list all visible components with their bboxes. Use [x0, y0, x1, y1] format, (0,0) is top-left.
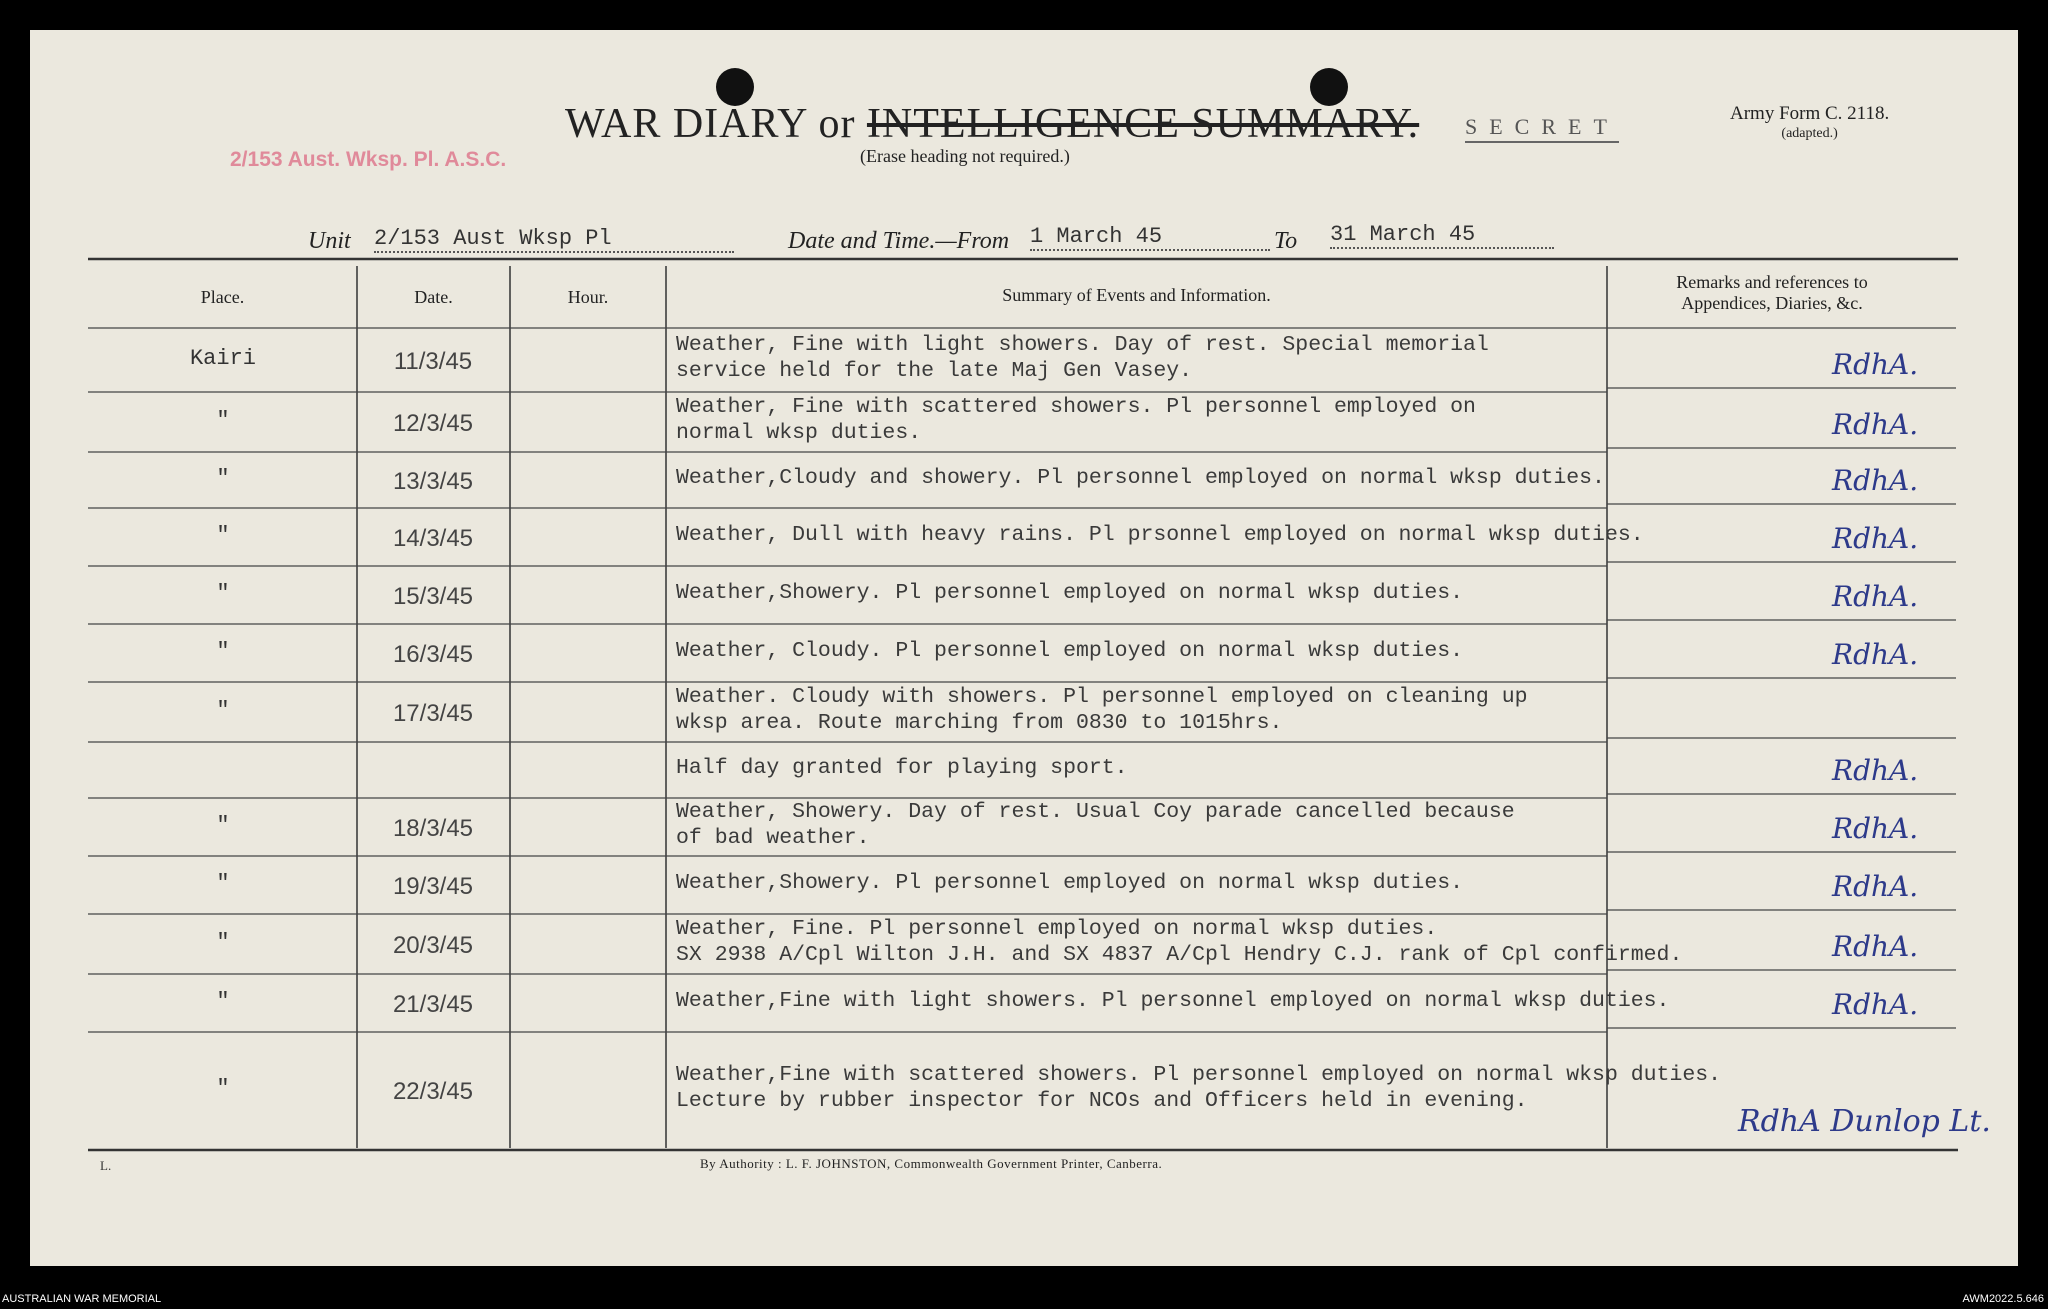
- row-place: ": [216, 408, 230, 433]
- row-date: 13/3/45: [392, 468, 474, 495]
- summary-line: service held for the late Maj Gen Vasey.: [676, 359, 1193, 383]
- date-to-value: 31 March 45: [1330, 222, 1554, 249]
- summary-line: Weather, Fine with light showers. Day of rest. Special memorial: [676, 333, 1489, 357]
- initials-signature: RdhA.: [1832, 930, 1919, 963]
- row-date: 11/3/45: [393, 348, 473, 375]
- row-date: 12/3/45: [392, 410, 474, 437]
- row-place: ": [216, 930, 230, 955]
- unit-label: Unit: [308, 228, 351, 254]
- title-main: WAR DIARY or: [565, 101, 867, 147]
- initials-signature: RdhA.: [1832, 754, 1919, 787]
- initials-signature: RdhA.: [1832, 522, 1919, 555]
- row-summary: [676, 638, 1463, 664]
- summary-line: Weather,Fine with scattered showers. Pl personnel employed on normal wksp duties.: [676, 1063, 1722, 1087]
- row-date: 22/3/45: [392, 1078, 474, 1105]
- row-date: 16/3/45: [392, 641, 474, 668]
- row-summary: [676, 332, 1489, 384]
- column-header-hour: Hour.: [567, 287, 609, 307]
- remarks-header-line1: Remarks and references to: [1676, 272, 1868, 292]
- row-date: 14/3/45: [392, 525, 474, 552]
- date-from-value: 1 March 45: [1030, 224, 1270, 251]
- initials-signature: RdhA.: [1832, 988, 1919, 1021]
- row-place: ": [216, 871, 230, 896]
- row-summary: [676, 394, 1476, 446]
- archive-id: AWM2022.5.646: [1962, 1293, 2044, 1305]
- summary-line: wksp area. Route marching from 0830 to 1015hrs.: [676, 711, 1283, 735]
- row-date: 15/3/45: [392, 583, 474, 610]
- summary-line: Weather, Fine with scattered showers. Pl personnel employed on: [676, 395, 1476, 419]
- column-header-remarks: [1607, 272, 1937, 314]
- column-header-place: Place.: [200, 287, 245, 307]
- row-summary: [676, 799, 1515, 851]
- row-summary: [676, 684, 1528, 736]
- summary-line: Weather, Cloudy. Pl personnel employed on normal wksp duties.: [676, 639, 1464, 663]
- row-date: 19/3/45: [392, 873, 474, 900]
- summary-line: Weather, Dull with heavy rains. Pl prsonnel employed on normal wksp duties.: [676, 523, 1644, 547]
- archive-label: AUSTRALIAN WAR MEMORIAL: [2, 1293, 162, 1305]
- row-place: ": [216, 1076, 230, 1101]
- initials-signature: RdhA Dunlop Lt.: [1738, 1104, 1991, 1139]
- row-place: ": [216, 698, 230, 723]
- initials-signature: RdhA.: [1832, 580, 1919, 613]
- initials-signature: RdhA.: [1832, 638, 1919, 671]
- summary-line: Weather,Cloudy and showery. Pl personnel employed on normal wksp duties.: [676, 466, 1605, 490]
- date-label: Date and Time.—From: [788, 228, 1010, 254]
- row-date: 21/3/45: [392, 991, 474, 1018]
- footer-mark: L.: [100, 1158, 112, 1173]
- row-place: ": [216, 466, 230, 491]
- initials-signature: RdhA.: [1832, 464, 1919, 497]
- unit-stamp: 2/153 Aust. Wksp. Pl. A.S.C.: [230, 148, 507, 171]
- row-summary: [676, 988, 1669, 1014]
- unit-value: 2/153 Aust Wksp Pl: [374, 226, 734, 253]
- row-place: ": [216, 989, 230, 1014]
- summary-line: normal wksp duties.: [676, 421, 922, 445]
- remarks-header-line2: Appendices, Diaries, &c.: [1681, 293, 1863, 313]
- row-date: 18/3/45: [392, 815, 474, 842]
- column-header-summary: Summary of Events and Information.: [1002, 285, 1271, 305]
- summary-line: Weather. Cloudy with showers. Pl personnel employed on cleaning up: [676, 685, 1528, 709]
- row-date: 20/3/45: [392, 932, 474, 959]
- summary-line: Weather, Fine. Pl personnel employed on normal wksp duties.: [676, 917, 1438, 941]
- printer-authority: By Authority : L. F. JOHNSTON, Commonwealth Government Printer, Canberra.: [700, 1156, 1163, 1171]
- summary-line: Weather, Showery. Day of rest. Usual Coy parade cancelled because: [676, 800, 1515, 824]
- summary-line: SX 2938 A/Cpl Wilton J.H. and SX 4837 A/Cpl Hendry C.J. rank of Cpl confirmed.: [676, 943, 1683, 967]
- row-place: ": [216, 813, 230, 838]
- initials-signature: RdhA.: [1832, 870, 1919, 903]
- title-struck: INTELLIGENCE SUMMARY.: [866, 101, 1420, 147]
- row-summary: [676, 522, 1644, 548]
- row-summary: [676, 916, 1682, 968]
- row-summary: [676, 580, 1463, 606]
- summary-line: Weather,Showery. Pl personnel employed on normal wksp duties.: [676, 871, 1464, 895]
- row-summary: [676, 1062, 1721, 1114]
- secret-mark: SECRET: [1465, 114, 1619, 143]
- row-place: Kairi: [189, 346, 256, 371]
- army-form-adapted: (adapted.): [1781, 126, 1838, 141]
- row-summary: [676, 870, 1463, 896]
- summary-line: Weather,Fine with light showers. Pl personnel employed on normal wksp duties.: [676, 989, 1670, 1013]
- summary-line: Half day granted for playing sport.: [676, 756, 1128, 780]
- row-date: 17/3/45: [392, 700, 474, 727]
- summary-line: of bad weather.: [676, 826, 870, 850]
- column-header-date: Date.: [414, 287, 453, 307]
- row-place: ": [216, 639, 230, 664]
- row-place: ": [216, 523, 230, 548]
- summary-line: Weather,Showery. Pl personnel employed on normal wksp duties.: [676, 581, 1464, 605]
- row-summary: [676, 465, 1605, 491]
- to-label: To: [1274, 228, 1298, 254]
- row-summary: [676, 755, 1128, 781]
- initials-signature: RdhA.: [1832, 812, 1919, 845]
- army-form-number: Army Form C. 2118.: [1730, 103, 1890, 124]
- initials-signature: RdhA.: [1832, 348, 1919, 381]
- row-place: ": [216, 581, 230, 606]
- initials-signature: RdhA.: [1832, 408, 1919, 441]
- erase-note: (Erase heading not required.): [860, 146, 1070, 166]
- summary-line: Lecture by rubber inspector for NCOs and Officers held in evening.: [676, 1089, 1528, 1113]
